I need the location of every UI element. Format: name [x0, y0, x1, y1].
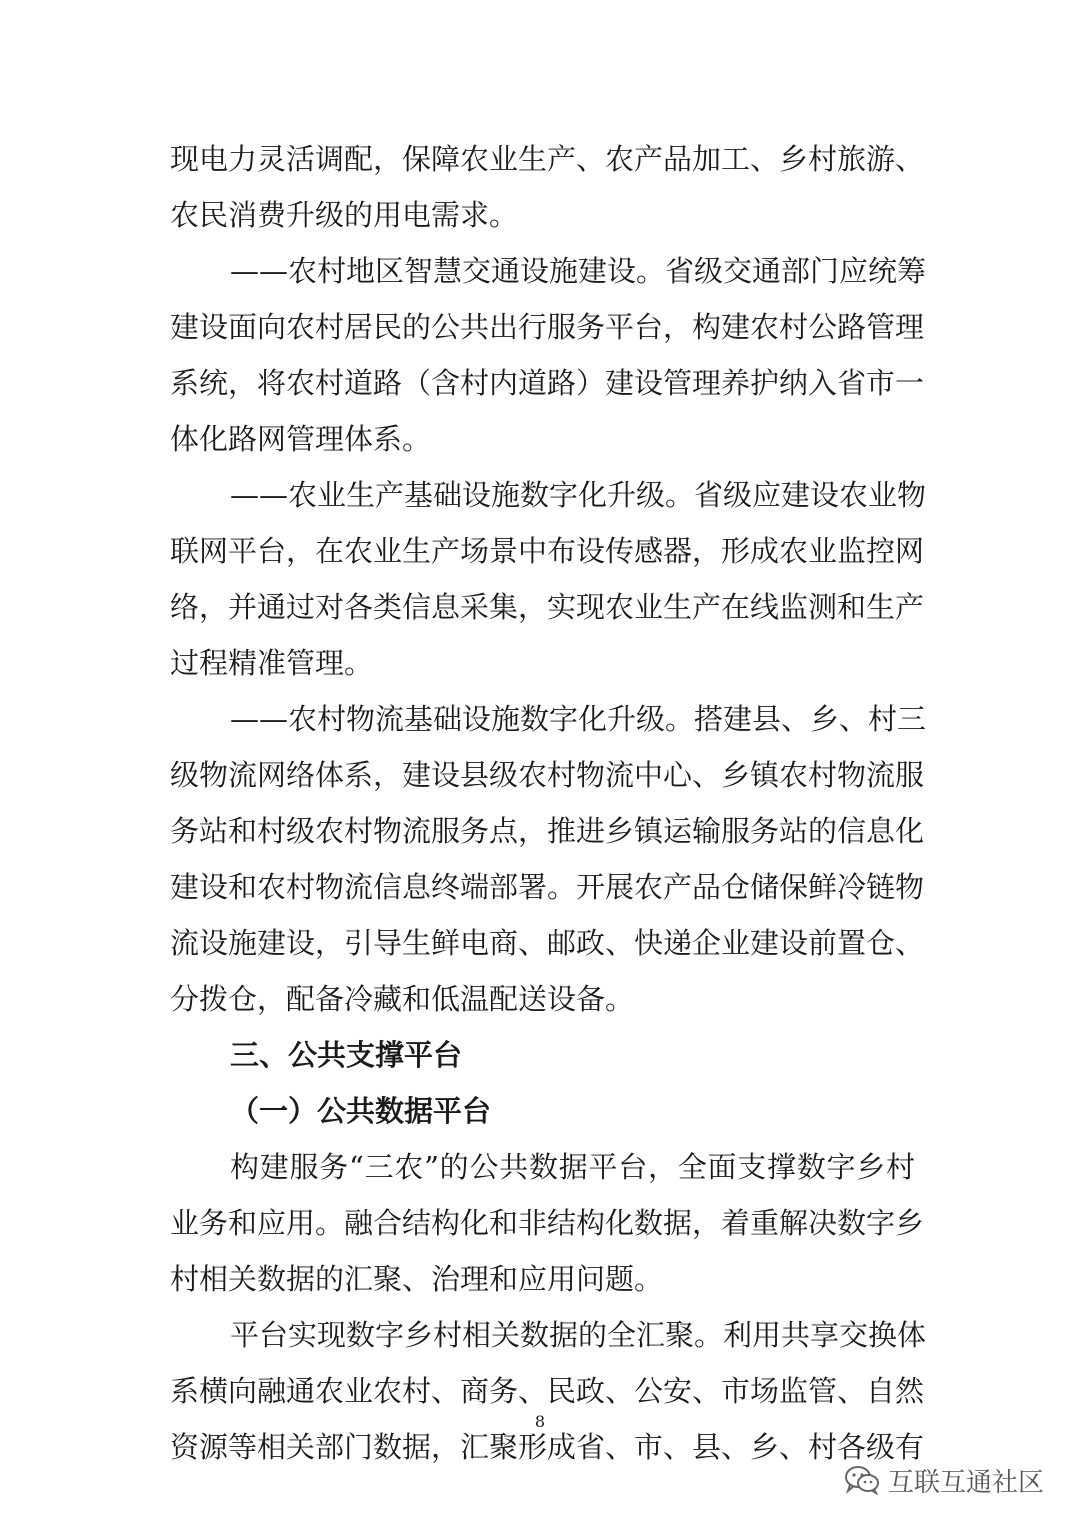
text-line: 村相关数据的汇聚、治理和应用问题。 — [170, 1262, 664, 1296]
wechat-icon — [844, 1465, 880, 1495]
text-line: 建设和农村物流信息终端部署。开展农产品仓储保鲜冷链物 — [170, 870, 925, 904]
text-line: 现电力灵活调配，保障农业生产、农产品加工、乡村旅游、 — [170, 142, 925, 176]
text-line: 资源等相关部门数据，汇聚形成省、市、县、乡、村各级有 — [170, 1430, 925, 1464]
subsection-heading: （一）公共数据平台 — [230, 1094, 492, 1128]
text-line: ——农业生产基础设施数字化升级。省级应建设农业物 — [230, 478, 927, 512]
text-line: 构建服务“三农”的公共数据平台，全面支撑数字乡村 — [230, 1150, 915, 1184]
text-line: 过程精准管理。 — [170, 646, 374, 680]
watermark — [844, 1460, 1044, 1500]
text-line: 联网平台，在农业生产场景中布设传感器，形成农业监控网 — [170, 534, 925, 568]
text-line: 业务和应用。融合结构化和非结构化数据，着重解决数字乡 — [170, 1206, 925, 1240]
text-line: 分拨仓，配备冷藏和低温配送设备。 — [170, 982, 635, 1016]
text-line: 系统，将农村道路（含村内道路）建设管理养护纳入省市一 — [170, 366, 925, 400]
page-number: 8 — [534, 1412, 546, 1431]
text-line: 平台实现数字乡村相关数据的全汇聚。利用共享交换体 — [230, 1318, 927, 1352]
text-line: 农民消费升级的用电需求。 — [170, 198, 519, 232]
text-line: 建设面向农村居民的公共出行服务平台，构建农村公路管理 — [170, 310, 925, 344]
text-line: 体化路网管理体系。 — [170, 422, 432, 456]
text-line: ——农村物流基础设施数字化升级。搭建县、乡、村三 — [230, 702, 927, 736]
watermark-text: 互联互通社区 — [888, 1467, 1045, 1498]
text-line: 级物流网络体系，建设县级农村物流中心、乡镇农村物流服 — [170, 758, 925, 792]
text-line: 络，并通过对各类信息采集，实现农业生产在线监测和生产 — [170, 590, 925, 624]
text-line: 流设施建设，引导生鲜电商、邮政、快递企业建设前置仓、 — [170, 926, 925, 960]
text-line: 务站和村级农村物流服务点，推进乡镇运输服务站的信息化 — [170, 814, 925, 848]
section-heading: 三、公共支撑平台 — [230, 1038, 463, 1072]
text-line: ——农村地区智慧交通设施建设。省级交通部门应统筹 — [230, 254, 927, 288]
text-line: 系横向融通农业农村、商务、民政、公安、市场监管、自然 — [170, 1374, 925, 1408]
